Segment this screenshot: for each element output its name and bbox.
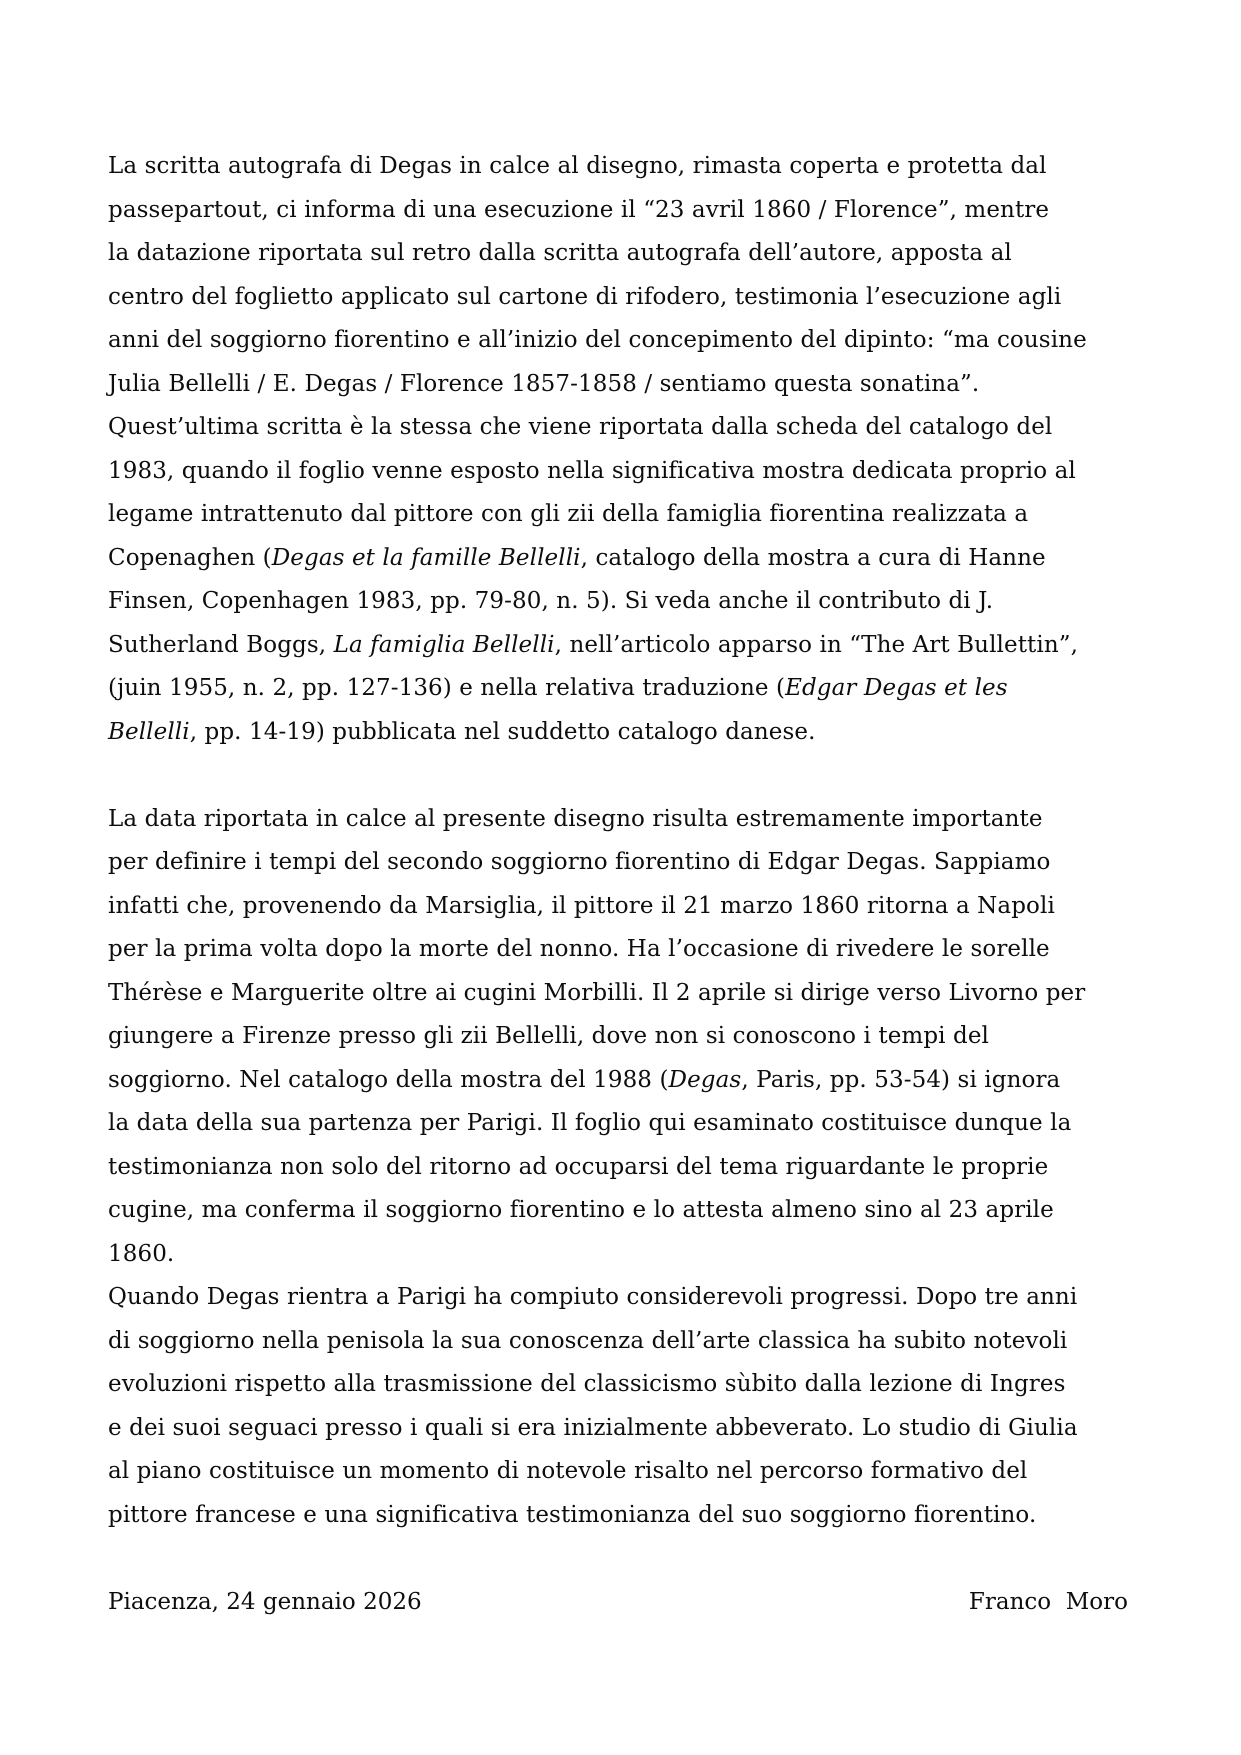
text-segment: centro del foglietto applicato sul cartone di rifodero, testimonia l’esecuzione agli bbox=[108, 283, 1062, 310]
italic-text-segment: Degas et la famille Bellelli bbox=[271, 544, 581, 571]
text-line bbox=[108, 1102, 1168, 1146]
text-line bbox=[108, 1407, 1168, 1451]
text-segment: testimonianza non solo del ritorno ad occuparsi del tema riguardante le proprie bbox=[108, 1153, 1049, 1180]
text-segment: per la prima volta dopo la morte del nonno. Ha l’occasione di rivedere le sorelle bbox=[108, 936, 1050, 962]
text-segment: Sutherland Boggs, bbox=[108, 631, 334, 658]
text-line bbox=[108, 711, 1168, 755]
text-segment: la datazione riportata sul retro dalla scritta autografa dell’autore, apposta al bbox=[108, 240, 1012, 266]
text-segment: soggiorno. Nel catalogo della mostra del 1988 ( bbox=[108, 1066, 669, 1093]
text-line bbox=[108, 841, 1168, 885]
text-line bbox=[108, 885, 1168, 929]
text-segment: (juin 1955, n. 2, pp. 127-136) e nella relativa traduzione ( bbox=[108, 675, 786, 701]
text-line bbox=[108, 928, 1168, 972]
text-segment: Julia Bellelli / E. Degas / Florence 1857-1858 / sentiamo questa sonatina”. bbox=[108, 370, 980, 397]
text-line bbox=[108, 1276, 1168, 1320]
text-segment: infatti che, provenendo da Marsiglia, il pittore il 21 marzo 1860 ritorna a Napoli bbox=[108, 892, 1055, 919]
author-signature: Franco Moro bbox=[968, 1588, 1128, 1615]
text-segment: per definire i tempi del secondo soggiorno fiorentino di Edgar Degas. Sappiamo bbox=[108, 849, 1051, 875]
text-segment: pittore francese e una significativa testimonianza del suo soggiorno fiorentino. bbox=[108, 1501, 1037, 1528]
text-line bbox=[108, 1233, 1168, 1277]
italic-text-segment: Bellelli bbox=[108, 718, 190, 745]
text-segment: , pp. 14-19) pubblicata nel suddetto catalogo danese. bbox=[189, 718, 816, 745]
text-line bbox=[108, 1146, 1168, 1190]
paragraph-1 bbox=[108, 145, 1168, 754]
text-line bbox=[108, 232, 1168, 276]
italic-text-segment: Degas bbox=[668, 1066, 742, 1093]
text-line bbox=[108, 1363, 1168, 1407]
text-segment: La data riportata in calce al presente disegno risulta estremamente importante bbox=[108, 805, 1043, 832]
text-segment: Thérèse e Marguerite oltre ai cugini Morbilli. Il 2 aprile si dirige verso Livorno per bbox=[108, 979, 1086, 1006]
text-segment: evoluzioni rispetto alla trasmissione del classicismo sùbito dalla lezione di Ingres bbox=[108, 1371, 1066, 1397]
signature-line bbox=[108, 1581, 1168, 1625]
text-segment: anni del soggiorno fiorentino e all’inizio del concepimento del dipinto: “ma cousine bbox=[108, 327, 1087, 353]
document-body bbox=[108, 145, 1168, 1537]
text-line bbox=[108, 450, 1168, 494]
text-segment: giungere a Firenze presso gli zii Bellelli, dove non si conoscono i tempi del bbox=[108, 1023, 990, 1049]
text-line bbox=[108, 1494, 1168, 1538]
text-line bbox=[108, 406, 1168, 450]
text-segment: la data della sua partenza per Parigi. Il foglio qui esaminato costituisce dunque la bbox=[108, 1110, 1072, 1136]
text-line bbox=[108, 580, 1168, 624]
text-segment: , catalogo della mostra a cura di Hanne bbox=[580, 544, 1046, 571]
text-line bbox=[108, 537, 1168, 581]
text-segment: di soggiorno nella penisola la sua conoscenza dell’arte classica ha subito notevoli bbox=[108, 1327, 1068, 1354]
text-line bbox=[108, 1015, 1168, 1059]
paragraph-2 bbox=[108, 798, 1168, 1277]
text-line bbox=[108, 493, 1168, 537]
text-line bbox=[108, 624, 1168, 668]
text-segment: Quest’ultima scritta è la stessa che viene riportata dalla scheda del catalogo del bbox=[108, 414, 1053, 440]
text-line bbox=[108, 319, 1168, 363]
place-date: Piacenza, 24 gennaio 2026 bbox=[108, 1588, 422, 1615]
text-line bbox=[108, 145, 1168, 189]
text-segment: Quando Degas rientra a Parigi ha compiuto considerevoli progressi. Dopo tre anni bbox=[108, 1284, 1078, 1310]
text-line bbox=[108, 1450, 1168, 1494]
text-line bbox=[108, 798, 1168, 842]
text-line bbox=[108, 667, 1168, 711]
text-block bbox=[108, 145, 1168, 1624]
text-segment: , nell’articolo apparso in “The Art Bullettin”, bbox=[554, 631, 1079, 658]
text-segment: legame intrattenuto dal pittore con gli zii della famiglia fiorentina realizzata a bbox=[108, 501, 1029, 527]
text-segment: Copenaghen ( bbox=[108, 544, 272, 571]
text-segment: Finsen, Copenhagen 1983, pp. 79-80, n. 5). Si veda anche il contributo di J. bbox=[108, 588, 994, 614]
text-segment: al piano costituisce un momento di notevole risalto nel percorso formativo del bbox=[108, 1458, 1028, 1484]
text-segment: e dei suoi seguaci presso i quali si era inizialmente abbeverato. Lo studio di Giulia bbox=[108, 1414, 1078, 1441]
text-segment: 1983, quando il foglio venne esposto nella significativa mostra dedicata proprio al bbox=[108, 457, 1076, 484]
text-line bbox=[108, 363, 1168, 407]
text-line bbox=[108, 1320, 1168, 1364]
text-segment: cugine, ma conferma il soggiorno fiorentino e lo attesta almeno sino al 23 aprile bbox=[108, 1197, 1054, 1223]
italic-text-segment: La famiglia Bellelli bbox=[333, 631, 555, 658]
text-line bbox=[108, 1059, 1168, 1103]
text-segment: , Paris, pp. 53-54) si ignora bbox=[741, 1066, 1061, 1093]
text-line bbox=[108, 276, 1168, 320]
text-segment: passepartout, ci informa di una esecuzione il “23 avril 1860 / Florence”, mentre bbox=[108, 196, 1050, 223]
text-line bbox=[108, 189, 1168, 233]
text-line bbox=[108, 1189, 1168, 1233]
paragraph-3 bbox=[108, 1276, 1168, 1537]
italic-text-segment: Edgar Degas et les bbox=[785, 675, 1008, 701]
text-segment: 1860. bbox=[108, 1240, 175, 1267]
text-line bbox=[108, 972, 1168, 1016]
text-segment: La scritta autografa di Degas in calce al disegno, rimasta coperta e protetta dal bbox=[108, 153, 1047, 179]
